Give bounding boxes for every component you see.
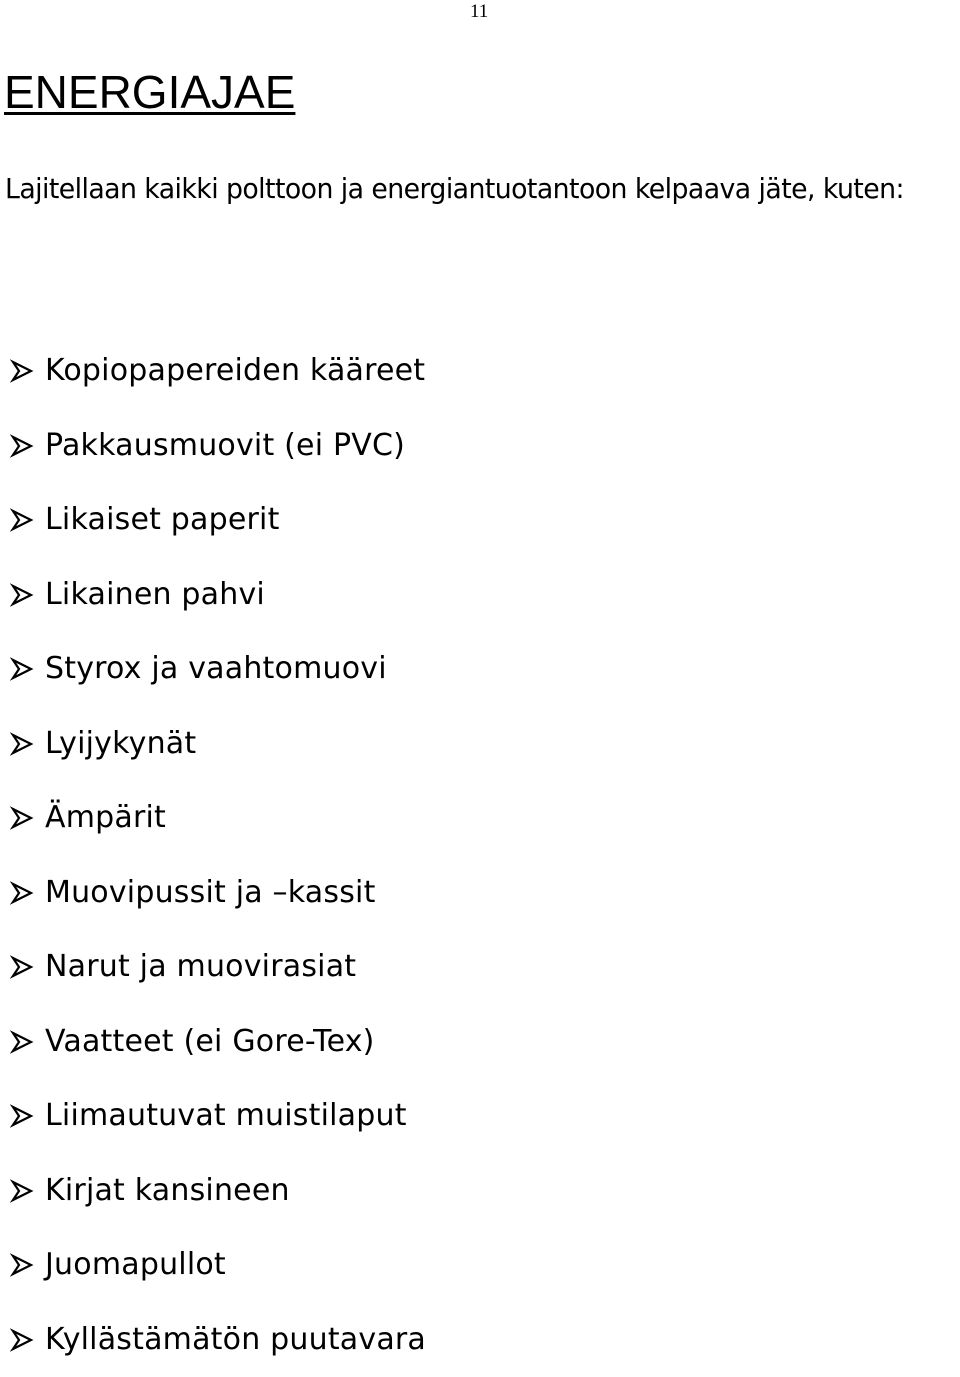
list-item-label: Styrox ja vaahtomuovi — [45, 649, 387, 689]
list-item — [0, 1154, 426, 1229]
page-number: 11 — [470, 2, 488, 22]
arrow-bullet-icon — [10, 881, 34, 905]
page-title: ENERGIAJAE — [4, 66, 295, 118]
arrow-bullet-icon — [10, 1104, 34, 1128]
list-item-label: Pakkausmuovit (ei PVC) — [45, 426, 405, 466]
waste-list — [0, 334, 426, 1377]
arrow-bullet-icon — [10, 806, 34, 830]
list-item — [0, 409, 426, 484]
list-item — [0, 334, 426, 409]
list-item — [0, 1303, 426, 1377]
arrow-bullet-icon — [10, 955, 34, 979]
list-item — [0, 781, 426, 856]
arrow-bullet-icon — [10, 1253, 34, 1277]
list-item — [0, 632, 426, 707]
list-item-label: Muovipussit ja –kassit — [45, 873, 376, 913]
list-item-label: Kopiopapereiden kääreet — [45, 351, 425, 391]
arrow-bullet-icon — [10, 657, 34, 681]
list-item-label: Ämpärit — [45, 798, 166, 838]
arrow-bullet-icon — [10, 732, 34, 756]
list-item-label: Vaatteet (ei Gore-Tex) — [45, 1022, 375, 1062]
list-item-label: Kirjat kansineen — [45, 1171, 290, 1211]
list-item-label: Likainen pahvi — [45, 575, 265, 615]
list-item-label: Likaiset paperit — [45, 500, 280, 540]
list-item-label: Liimautuvat muistilaput — [45, 1096, 407, 1136]
arrow-bullet-icon — [10, 1030, 34, 1054]
list-item-label: Narut ja muovirasiat — [45, 947, 356, 987]
list-item — [0, 558, 426, 633]
list-item — [0, 930, 426, 1005]
list-item — [0, 1228, 426, 1303]
list-item — [0, 483, 426, 558]
arrow-bullet-icon — [10, 359, 34, 383]
list-item-label: Kyllästämätön puutavara — [45, 1320, 426, 1360]
arrow-bullet-icon — [10, 1328, 34, 1352]
arrow-bullet-icon — [10, 434, 34, 458]
arrow-bullet-icon — [10, 508, 34, 532]
list-item — [0, 1079, 426, 1154]
list-item — [0, 1005, 426, 1080]
list-item — [0, 856, 426, 931]
intro-paragraph: Lajitellaan kaikki polttoon ja energiantuotantoon kelpaava jäte, kuten: — [5, 166, 912, 212]
list-item-label: Lyijykynät — [45, 724, 196, 764]
list-item — [0, 707, 426, 782]
arrow-bullet-icon — [10, 1179, 34, 1203]
list-item-label: Juomapullot — [45, 1245, 226, 1285]
arrow-bullet-icon — [10, 583, 34, 607]
